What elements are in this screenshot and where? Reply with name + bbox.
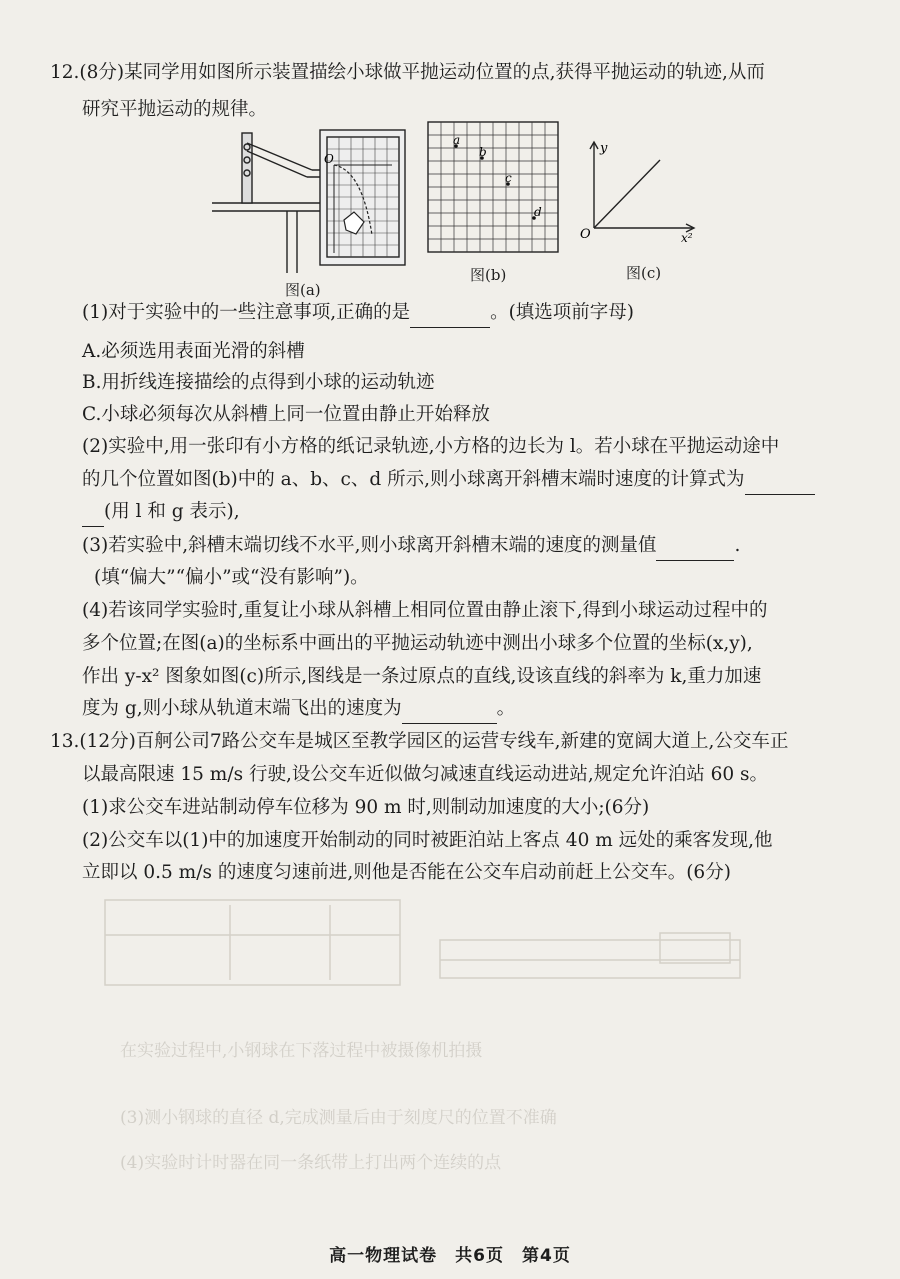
figure-a-caption: 图(a) xyxy=(285,281,321,299)
figure-c-caption: 图(c) xyxy=(626,264,662,282)
q13-part2-line2: 立即以 0.5 m/s 的速度匀速前进,则他是否能在公交车启动前赶上公交车。(6分) xyxy=(82,862,731,883)
q12-part2-line2-text: 的几个位置如图(b)中的 a、b、c、d 所示,则小球离开斜槽末端时速度的计算式为 xyxy=(82,469,745,490)
figure-b-caption: 图(b) xyxy=(470,266,507,284)
q12-part3-line1 xyxy=(82,531,846,561)
q12-part3-line2: (填“偏大”“偏小”或“没有影响”)。 xyxy=(94,567,369,588)
q13-part1: (1)求公交车进站制动停车位移为 90 m 时,则制动加速度的大小;(6分) xyxy=(82,797,650,818)
figure-c-origin: O xyxy=(580,227,591,242)
q12-stem-line2: 研究平抛运动的规律。 xyxy=(82,99,268,120)
q12-part2-line3-text: (用 l 和 g 表示), xyxy=(104,501,240,522)
bleed-through-text: 在实验过程中,小钢球在下落过程中被摄像机拍摄 xyxy=(120,1041,483,1061)
bleed-through-text: (3)测小钢球的直径 d,完成测量后由于刻度尺的位置不准确 xyxy=(120,1108,557,1128)
point-d-label: d xyxy=(534,205,542,219)
q13-stem-line2: 以最高限速 15 m/s 行驶,设公交车近似做匀减速直线运动进站,规定允许泊站 60 s。 xyxy=(82,764,769,785)
option-b: B.用折线连接描绘的点得到小球的运动轨迹 xyxy=(82,372,435,393)
q12-part4-line2: 多个位置;在图(a)的坐标系中画出的平抛运动轨迹中测出小球多个位置的坐标(x,y), xyxy=(82,633,753,654)
q12-part1-tail: 。(填选项前字母) xyxy=(490,302,635,323)
q12-part3-text: (3)若实验中,斜槽末端切线不水平,则小球离开斜槽末端的速度的测量值 xyxy=(82,535,657,556)
q12-part2-line2 xyxy=(82,465,846,495)
figure-c-graph xyxy=(578,138,703,243)
option-a: A.必须选用表面光滑的斜槽 xyxy=(82,341,305,362)
q13-stem-line1: 13.(12分)百舸公司7路公交车是城区至教学园区的运营专线车,新建的宽阔大道上,公交车正 xyxy=(50,731,789,752)
figure-c-x-label: x² xyxy=(681,231,693,243)
answer-blank-2-cont[interactable] xyxy=(82,504,104,527)
point-b-label: b xyxy=(479,145,487,159)
answer-blank-1[interactable] xyxy=(410,305,490,328)
q12-part4-line3: 作出 y-x² 图象如图(c)所示,图线是一条过原点的直线,设该直线的斜率为 k,重力加速 xyxy=(82,666,762,687)
figure-a-apparatus xyxy=(212,125,407,275)
figure-c-y-label: y xyxy=(600,141,608,156)
q12-part2-line1: (2)实验中,用一张印有小方格的纸记录轨迹,小方格的边长为 l。若小球在平抛运动途中 xyxy=(82,436,780,457)
q12-part4-line4 xyxy=(82,694,846,724)
point-a-label: a xyxy=(453,133,461,147)
figure-a-origin-label: O xyxy=(324,152,334,166)
q12-part3-tail: . xyxy=(734,535,741,556)
option-c: C.小球必须每次从斜槽上同一位置由静止开始释放 xyxy=(82,404,490,425)
answer-blank-4[interactable] xyxy=(402,701,497,724)
q12-stem-line1: 12.(8分)某同学用如图所示装置描绘小球做平抛运动位置的点,获得平抛运动的轨迹,从而 xyxy=(50,62,765,83)
q12-part1-text: (1)对于实验中的一些注意事项,正确的是 xyxy=(82,302,411,323)
bleed-through-text: (4)实验时计时器在同一条纸带上打出两个连续的点 xyxy=(120,1153,502,1173)
q12-part4-line1: (4)若该同学实验时,重复让小球从斜槽上相同位置由静止滚下,得到小球运动过程中的 xyxy=(82,600,768,621)
q12-part2-line3 xyxy=(82,497,846,527)
point-c-label: c xyxy=(505,171,512,185)
figure-b-grid xyxy=(426,120,561,260)
bleed-through-figure xyxy=(100,895,760,1035)
answer-blank-3[interactable] xyxy=(656,538,734,561)
answer-blank-2[interactable] xyxy=(745,472,815,495)
page-footer: 高一物理试卷 共6页 第4页 xyxy=(329,1246,571,1266)
q12-part4-tail: 。 xyxy=(496,698,516,719)
q12-part4-line4-text: 度为 g,则小球从轨道末端飞出的速度为 xyxy=(82,698,402,719)
q12-part1 xyxy=(82,298,846,328)
q13-part2-line1: (2)公交车以(1)中的加速度开始制动的同时被距泊站上客点 40 m 远处的乘客发现,他 xyxy=(82,830,773,851)
